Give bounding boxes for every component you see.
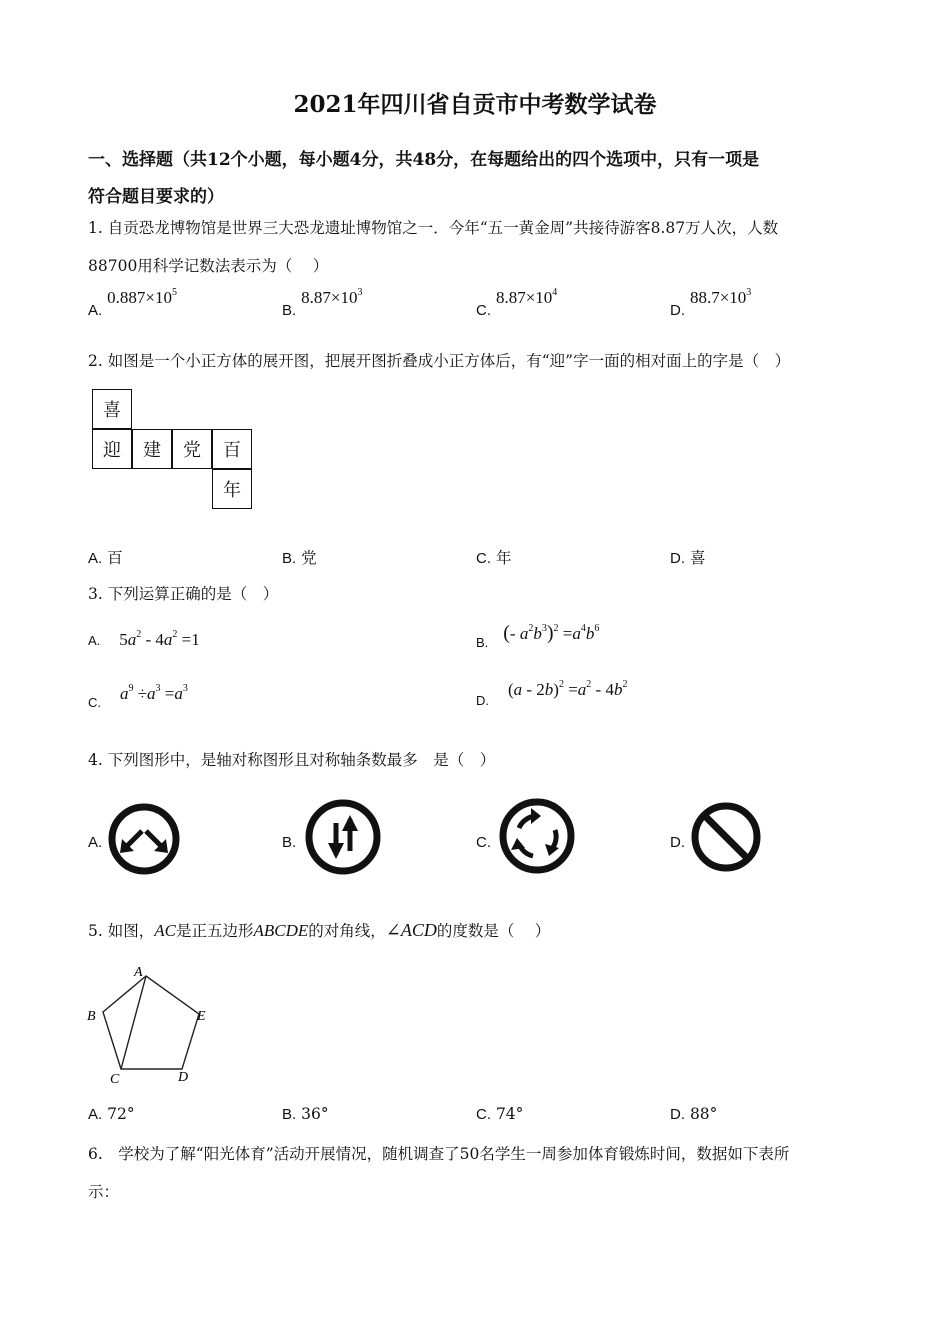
q1-option-c[interactable]: C. $8.87\times 10^4$ xyxy=(476,287,558,319)
q4-text: 4. 下列图形中，是轴对称图形且对称轴条数最多 是（ ） xyxy=(88,751,496,769)
net-cell: 建 xyxy=(132,429,172,469)
q1-text-line2: 88700用科学记数法表示为（ ） xyxy=(88,257,329,275)
q5-option-b[interactable]: B. 36° xyxy=(282,1105,329,1123)
two-way-traffic-sign-icon[interactable] xyxy=(303,797,383,877)
vertex-label-a: A xyxy=(134,965,143,980)
q2-option-b[interactable]: B. 党 xyxy=(282,549,317,567)
q3-option-b[interactable]: $_{B.}$ (- $a^2b^3)^2 =a^4b^6$ xyxy=(476,622,600,650)
vertex-label-e: E xyxy=(197,1009,206,1024)
q5-option-d[interactable]: D. 88° xyxy=(670,1105,718,1123)
roundabout-sign-icon[interactable] xyxy=(497,796,577,876)
q2-option-c[interactable]: C. 年 xyxy=(476,549,512,567)
net-cell: 迎 xyxy=(92,429,132,469)
page-title: 2021年四川省自贡市中考数学试卷 xyxy=(293,91,657,118)
vertex-label-c: C xyxy=(110,1072,120,1087)
q6-text-line2: 示： xyxy=(88,1183,120,1201)
section-header-line2: 符合题目要求的） xyxy=(88,187,224,207)
q4-option-a-label[interactable]: A. xyxy=(88,834,103,851)
q5-text: 5. 如图，AC是正五边形ABCDE的对角线，∠ACD的度数是（ ） xyxy=(88,920,551,940)
prohibition-sign-icon[interactable] xyxy=(690,801,762,873)
vertex-label-d: D xyxy=(178,1070,189,1085)
net-cell: 百 xyxy=(212,429,252,469)
q1-option-a[interactable]: A. $0.887\times 10^5$ xyxy=(88,287,177,319)
q4-option-d-label[interactable]: D. xyxy=(670,834,685,851)
q1-option-d[interactable]: D. $88.7\times 10^3$ xyxy=(670,287,752,319)
vertex-label-b: B xyxy=(87,1009,96,1024)
q3-option-a[interactable]: A. $5a^2 - 4a^2 =1$ xyxy=(88,629,200,649)
net-cell: 党 xyxy=(172,429,212,469)
q4-option-b-label[interactable]: B. xyxy=(282,834,297,851)
q4-option-c-label[interactable]: C. xyxy=(476,834,491,851)
q1-text-line1: 1. 自贡恐龙博物馆是世界三大恐龙遗址博物馆之一．今年“五一黄金周”共接待游客8.87万人次，人数 xyxy=(88,219,779,237)
net-cell: 喜 xyxy=(92,389,132,429)
pentagon-figure xyxy=(84,962,214,1087)
q3-option-c[interactable]: $_{C.}$ $a^9 \div a^3 =a^3$ xyxy=(88,683,188,710)
q5-option-a[interactable]: A. 72° xyxy=(88,1105,135,1123)
q5-option-c[interactable]: C. 74° xyxy=(476,1105,524,1123)
q3-text: 3. 下列运算正确的是（ ） xyxy=(88,585,279,603)
q2-text: 2. 如图是一个小正方体的展开图，把展开图折叠成小正方体后，有“迎”字一面的相对面上的字是（ ） xyxy=(88,352,791,370)
net-cell: 年 xyxy=(212,469,252,509)
q1-option-b[interactable]: B. $8.87\times 10^3$ xyxy=(282,287,363,319)
diverging-arrows-sign-icon[interactable] xyxy=(106,801,182,877)
q3-option-d[interactable]: $_{D.}$ $(a - 2b)^2 =a^2 - 4b^2$ xyxy=(476,679,628,708)
q2-option-d[interactable]: D. 喜 xyxy=(670,549,706,567)
section-header-line1: 一、选择题（共12个小题，每小题4分，共48分，在每题给出的四个选项中，只有一项是 xyxy=(88,150,760,170)
q6-text-line1: 6. 学校为了解“阳光体育”活动开展情况，随机调查了50名学生一周参加体育锻炼时间，数据如下表所 xyxy=(88,1145,790,1163)
q2-option-a[interactable]: A. 百 xyxy=(88,549,123,567)
